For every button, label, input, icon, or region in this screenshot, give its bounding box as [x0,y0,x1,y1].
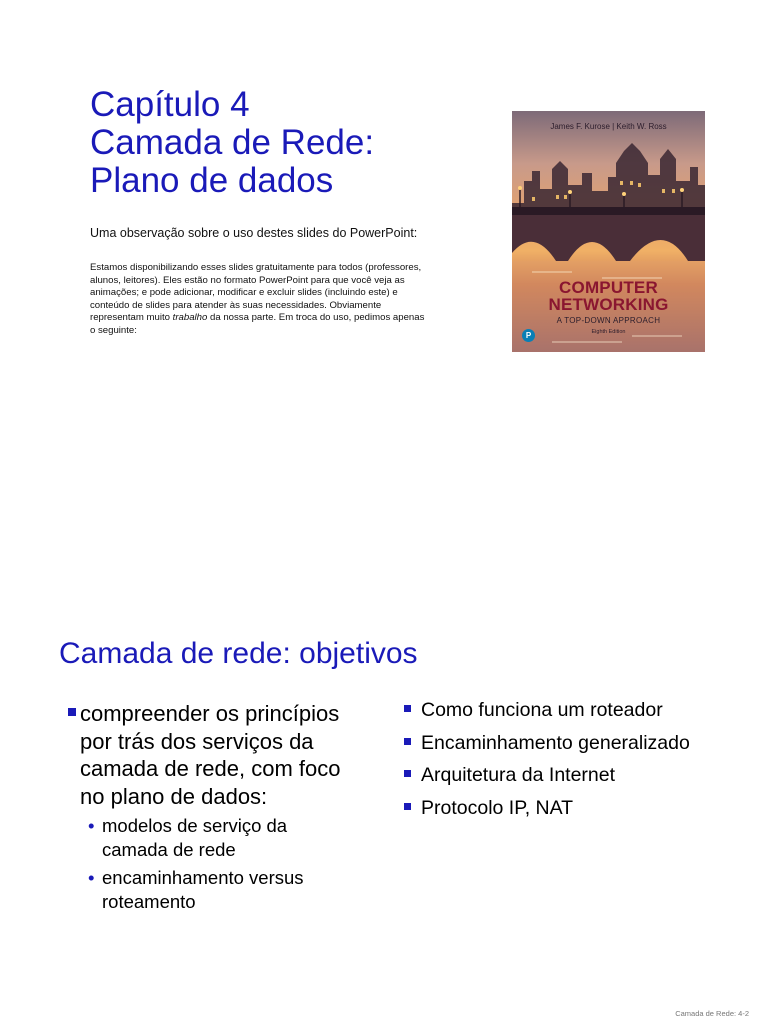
publisher-logo-icon: P [522,329,535,342]
title-line-2: Camada de Rede: [90,123,375,162]
sub-bullet-text: modelos de serviço da camada de rede [102,815,288,860]
main-bullet-text: compreender os princípios por trás dos serviços da camada de rede, com foco no plano de dados: [80,701,341,809]
book-authors: James F. Kurose | Keith W. Ross [550,122,667,131]
sub-bullet-item [88,814,348,862]
book-edition: Eighth Edition [591,329,626,335]
sub-bullet-item [88,866,348,914]
sub-bullet-text: encaminhamento versus roteamento [102,867,304,912]
book-title-line-2: NETWORKING [548,295,669,314]
title-line-3: Plano de dados [90,161,334,200]
square-bullet-icon [404,738,411,745]
topics-list [404,698,734,828]
usage-note-text-2: da nossa parte. Em troca do uso, pedimos apenas o seguinte: [90,312,425,336]
book-title [512,279,705,313]
topic-item [404,731,734,755]
topic-text: Como funciona um roteador [421,699,663,721]
title-line-1: Capítulo 4 [90,85,250,124]
usage-note-italic: trabalho [172,312,208,324]
usage-note-text-1: Estamos disponibilizando esses slides gratuitamente para todos (professores, alunos, leitores). Eles estão no formato PowerPoint para que você veja as animações; e pode adicionar, modificar e excluir slides (incluindo este) e conteúdo de slides para atender às suas necessidades. Obviamente representam muito [90,262,422,324]
topic-item [404,796,734,820]
topic-text: Protocolo IP, NAT [421,796,574,819]
book-cover [512,111,705,352]
topic-text: Arquitetura da Internet [421,764,616,786]
usage-note-body [90,262,430,338]
square-bullet-icon [404,770,411,777]
slide-footer: Camada de Rede: 4-2 [675,1009,749,1018]
slide-objectives [0,512,768,1024]
topic-text: Encaminhamento generalizado [421,731,690,754]
objectives-title: Camada de rede: objetivos [59,637,418,670]
book-title-line-1: COMPUTER [559,278,658,297]
topic-item [404,698,734,722]
book-subtitle: A TOP-DOWN APPROACH [556,316,661,325]
slide-title-heading [90,86,510,200]
square-bullet-icon [404,803,411,810]
square-bullet-icon [404,705,411,712]
topic-item [404,763,734,787]
usage-note-heading: Uma observação sobre o uso destes slides do PowerPoint: [90,226,418,240]
dot-bullet-icon: • [88,867,95,888]
dot-bullet-icon: • [88,815,95,836]
main-bullet [68,700,368,810]
square-bullet-icon [68,708,76,716]
sub-bullet-list [88,814,348,918]
